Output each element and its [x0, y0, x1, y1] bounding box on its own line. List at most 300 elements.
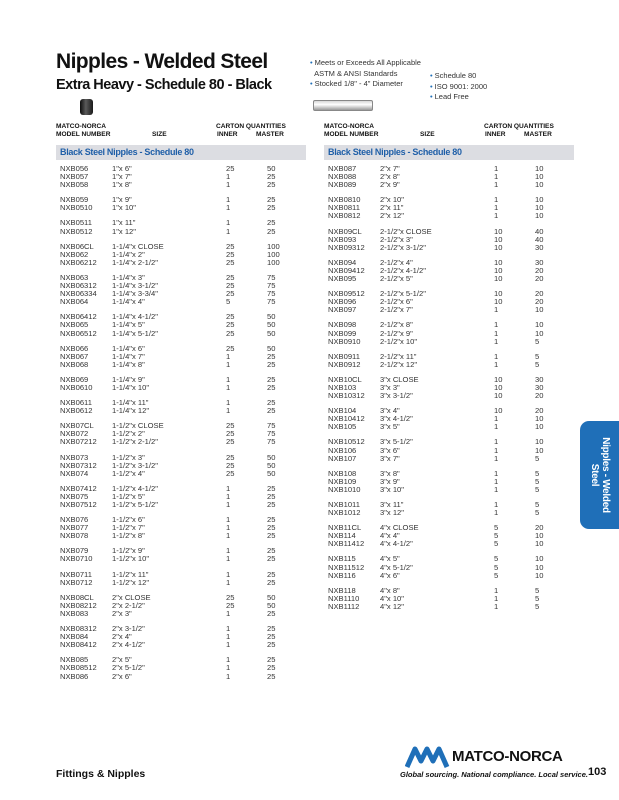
- matco-norca-logo-icon: [405, 745, 451, 769]
- inner-qty-cell: 1: [494, 359, 499, 369]
- size-cell: 1-1/2"x 5-1/2": [112, 500, 158, 509]
- size-cell: 2"x 12": [380, 211, 404, 221]
- inner-qty-cell: 10: [494, 374, 503, 384]
- inner-qty-cell: 25: [226, 592, 235, 602]
- model-number-cell: NXB08312: [60, 624, 97, 634]
- table-row: [56, 579, 306, 587]
- size-cell: 1-1/2"x 3-1/2": [112, 460, 158, 470]
- feature-item: [430, 82, 487, 93]
- row-group: [324, 555, 574, 579]
- page-title: Nipples - Welded Steel: [56, 50, 268, 73]
- model-number-cell: NXB095: [328, 274, 357, 284]
- size-cell: 2-1/2"x 3": [380, 234, 413, 244]
- model-number-cell: NXB056: [60, 164, 89, 173]
- row-group: [324, 524, 574, 548]
- inner-qty-cell: 1: [226, 351, 231, 361]
- size-cell: 1"x 6": [112, 164, 132, 173]
- model-number-cell: NXB107: [328, 453, 357, 463]
- row-group: [56, 313, 306, 337]
- size-cell: 1-1/2"x 4": [112, 468, 145, 478]
- table-row: [56, 330, 306, 338]
- model-number-cell: NXB068: [60, 359, 89, 369]
- master-qty-cell: 10: [535, 164, 544, 173]
- model-number-cell: NXB106: [328, 445, 357, 455]
- carton-quantities-header: CARTON QUANTITIES: [216, 123, 286, 130]
- table-header: [56, 121, 306, 143]
- inner-qty-cell: 25: [226, 429, 235, 439]
- row-group: [56, 219, 306, 235]
- inner-qty-cell: 25: [226, 312, 235, 322]
- inner-qty-cell: 5: [494, 562, 499, 572]
- model-number-cell: NXB0510: [60, 203, 93, 213]
- master-qty-cell: 5: [535, 585, 540, 595]
- master-qty-cell: 30: [535, 382, 544, 392]
- table-row: [56, 228, 306, 236]
- feature-item: [310, 79, 421, 90]
- inner-qty-cell: 1: [226, 491, 231, 501]
- inner-qty-cell: 1: [226, 640, 231, 650]
- inner-qty-cell: 10: [494, 297, 503, 307]
- size-cell: 2-1/2"x 6": [380, 297, 413, 307]
- size-cell: 1-1/4"x 12": [112, 406, 150, 416]
- master-qty-cell: 100: [267, 241, 280, 251]
- master-qty-cell: 25: [267, 374, 276, 384]
- model-number-cell: NXB06512: [60, 328, 97, 338]
- master-qty-cell: 40: [535, 234, 544, 244]
- master-qty-cell: 20: [535, 265, 544, 275]
- master-qty-cell: 25: [267, 624, 276, 634]
- inner-qty-cell: 1: [226, 632, 231, 642]
- inner-qty-cell: 5: [494, 539, 499, 549]
- row-group: [324, 259, 574, 283]
- feature-text: ASTM & ANSI Standards: [314, 68, 398, 78]
- table-row: [324, 212, 574, 220]
- inner-qty-cell: 1: [226, 483, 231, 493]
- inner-qty-cell: 1: [226, 663, 231, 673]
- footer-section-name: Fittings & Nipples: [56, 768, 146, 780]
- size-cell: 1-1/4"x 2-1/2": [112, 257, 158, 267]
- master-qty-cell: 25: [267, 203, 276, 213]
- model-number-cell: NXB06212: [60, 257, 97, 267]
- model-number-cell: NXB10512: [328, 437, 365, 447]
- master-qty-cell: 10: [535, 305, 544, 315]
- inner-qty-cell: 10: [494, 226, 503, 236]
- model-number-cell: NXB08CL: [60, 592, 94, 602]
- feature-text: ISO 9001: 2000: [434, 81, 488, 91]
- row-group: [324, 165, 574, 189]
- model-number-cell: NXB118: [328, 585, 356, 595]
- inner-qty-cell: 1: [494, 336, 499, 346]
- master-qty-cell: 25: [267, 359, 276, 369]
- table-row: [56, 501, 306, 509]
- inner-qty-cell: 25: [226, 241, 235, 251]
- table-row: [324, 455, 574, 463]
- inner-qty-cell: 5: [226, 297, 231, 307]
- size-cell: 1-1/4"x 11": [112, 398, 149, 408]
- model-number-cell: NXB109: [328, 476, 357, 486]
- master-qty-cell: 75: [267, 421, 276, 431]
- model-number-cell: NXB069: [60, 374, 89, 384]
- table-row: [56, 181, 306, 189]
- inner-qty-cell: 1: [226, 577, 231, 587]
- size-cell: 1-1/4"x 2": [112, 249, 145, 259]
- inner-qty-cell: 10: [494, 274, 503, 284]
- inner-qty-cell: 1: [226, 624, 231, 634]
- size-cell: 1-1/4"x 10": [112, 382, 150, 392]
- master-qty-cell: 25: [267, 382, 276, 392]
- master-qty-cell: 50: [267, 320, 276, 330]
- master-qty-cell: 100: [267, 249, 280, 259]
- size-cell: 3"x 3-1/2": [380, 391, 413, 401]
- size-cell: 1"x 11": [112, 218, 136, 228]
- master-qty-cell: 5: [535, 351, 540, 361]
- row-group: [56, 243, 306, 267]
- master-qty-cell: 25: [267, 500, 276, 509]
- row-group: [324, 438, 574, 462]
- row-group: [324, 290, 574, 314]
- master-qty-cell: 5: [535, 453, 540, 463]
- model-number-cell: NXB077: [60, 523, 89, 533]
- inner-qty-cell: 1: [494, 164, 499, 173]
- inner-qty-cell: 1: [226, 359, 231, 369]
- size-cell: 3"x 8": [380, 468, 400, 478]
- table-row: [56, 438, 306, 446]
- model-number-cell: NXB072: [60, 429, 89, 439]
- master-qty-cell: 75: [267, 289, 276, 299]
- inner-qty-cell: 25: [226, 289, 235, 299]
- size-cell: 2-1/2"x CLOSE: [380, 226, 432, 236]
- table-row: [324, 540, 574, 548]
- bullet-icon: •: [310, 58, 313, 67]
- size-cell: 1-1/4"x 5-1/2": [112, 328, 158, 338]
- table-row: [324, 361, 574, 369]
- inner-qty-cell: 1: [226, 608, 231, 618]
- table-row: [56, 298, 306, 306]
- master-qty-cell: 50: [267, 312, 276, 322]
- row-group: [56, 485, 306, 509]
- size-header: SIZE: [152, 131, 167, 138]
- master-qty-cell: 5: [535, 468, 540, 478]
- master-qty-cell: 25: [267, 218, 276, 228]
- model-number-cell: NXB096: [328, 297, 357, 307]
- model-number-cell: NXB083: [60, 608, 89, 618]
- size-cell: 4"x 4": [380, 531, 400, 541]
- table-row: [324, 306, 574, 314]
- model-number-cell: NXB116: [328, 570, 356, 580]
- model-number-cell: NXB086: [60, 671, 89, 681]
- page-subtitle: Extra Heavy - Schedule 80 - Black: [56, 77, 272, 93]
- table-row: [324, 572, 574, 580]
- master-qty-cell: 75: [267, 272, 276, 282]
- model-number-cell: NXB058: [60, 180, 89, 190]
- size-cell: 1"x 9": [112, 195, 132, 205]
- size-cell: 1"x 7": [112, 172, 132, 182]
- model-number-cell: NXB07512: [60, 500, 97, 509]
- master-qty-cell: 20: [535, 274, 544, 284]
- side-tab-label: [583, 421, 617, 529]
- model-number-cell: NXB087: [328, 164, 357, 173]
- model-number-cell: NXB108: [328, 468, 357, 478]
- size-cell: 3"x 6": [380, 445, 400, 455]
- size-cell: 1-1/2"x 12": [112, 577, 150, 587]
- table-row: [324, 181, 574, 189]
- inner-qty-cell: 1: [226, 515, 231, 525]
- model-number-cell: NXB079: [60, 546, 89, 556]
- model-number-cell: NXB06CL: [60, 241, 94, 251]
- inner-qty-cell: 25: [226, 468, 235, 478]
- size-cell: 2"x 9": [380, 180, 400, 190]
- model-number-cell: NXB078: [60, 531, 89, 541]
- row-group: [324, 321, 574, 345]
- model-number-cell: NXB098: [328, 320, 357, 330]
- inner-qty-cell: 1: [226, 226, 231, 236]
- size-cell: 4"x 5-1/2": [380, 562, 413, 572]
- section-side-tab[interactable]: [580, 421, 619, 529]
- master-qty-cell: 5: [535, 359, 540, 369]
- inner-qty-cell: 1: [494, 203, 499, 213]
- bullet-icon: •: [430, 71, 433, 80]
- inner-qty-cell: 1: [226, 374, 231, 384]
- inner-qty-cell: 10: [494, 242, 503, 252]
- model-number-cell: NXB06312: [60, 281, 97, 291]
- inner-qty-cell: 25: [226, 281, 235, 291]
- bullet-icon: •: [310, 79, 313, 89]
- master-qty-cell: 10: [535, 180, 544, 190]
- master-qty-cell: 10: [535, 539, 544, 549]
- inner-qty-cell: 10: [494, 289, 503, 299]
- inner-qty-cell: 1: [226, 180, 231, 190]
- inner-qty-cell: 10: [494, 406, 503, 416]
- model-number-cell: NXB07412: [60, 483, 97, 493]
- inner-qty-cell: 1: [494, 351, 499, 361]
- features-list-left: [310, 58, 421, 90]
- size-cell: 2"x 5": [112, 655, 132, 665]
- inner-qty-cell: 25: [226, 257, 235, 267]
- master-qty-cell: 25: [267, 351, 276, 361]
- size-cell: 1-1/2"x 7": [112, 523, 145, 533]
- inner-qty-cell: 10: [494, 382, 503, 392]
- master-qty-cell: 20: [535, 289, 544, 299]
- size-cell: 2-1/2"x 11": [380, 351, 417, 361]
- master-qty-cell: 50: [267, 468, 276, 478]
- inner-qty-cell: 25: [226, 600, 235, 610]
- model-number-cell: NXB08412: [60, 640, 97, 650]
- master-qty-cell: 75: [267, 281, 276, 291]
- size-cell: 4"x 12": [380, 601, 404, 611]
- table-row: [324, 486, 574, 494]
- size-cell: 1"x 10": [112, 203, 136, 213]
- model-number-cell: NXB07CL: [60, 421, 94, 431]
- size-cell: 1-1/2"x 2": [112, 429, 145, 439]
- side-tab-line2: Steel: [589, 463, 600, 487]
- size-cell: 4"x 6": [380, 570, 400, 580]
- master-qty-cell: 25: [267, 640, 276, 650]
- inner-qty-cell: 1: [494, 445, 499, 455]
- inner-qty-cell: 1: [494, 585, 499, 595]
- master-qty-cell: 25: [267, 406, 276, 416]
- master-qty-cell: 5: [535, 500, 540, 509]
- model-number-cell: NXB08212: [60, 600, 97, 610]
- row-group: [56, 399, 306, 415]
- model-number-cell: NXB076: [60, 515, 89, 525]
- master-header: MASTER: [256, 131, 284, 138]
- table-row: [324, 244, 574, 252]
- size-cell: 3"x 12": [380, 508, 404, 518]
- master-qty-cell: 25: [267, 632, 276, 642]
- inner-qty-cell: 1: [494, 500, 499, 509]
- row-group: [324, 587, 574, 611]
- table-row: [324, 338, 574, 346]
- table-right-column: [324, 121, 574, 618]
- master-qty-cell: 10: [535, 328, 544, 338]
- size-cell: 2"x 6": [112, 671, 132, 681]
- model-number-cell: NXB066: [60, 343, 89, 353]
- master-qty-cell: 50: [267, 164, 276, 173]
- size-cell: 1"x 12": [112, 226, 136, 236]
- master-qty-cell: 25: [267, 483, 276, 493]
- inner-qty-cell: 1: [494, 211, 499, 221]
- inner-qty-cell: 1: [494, 601, 499, 611]
- size-cell: 2-1/2"x 8": [380, 320, 413, 330]
- master-qty-cell: 50: [267, 328, 276, 338]
- master-qty-cell: 10: [535, 203, 544, 213]
- model-number-cell: NXB065: [60, 320, 89, 330]
- size-cell: 1-1/2"x 5": [112, 491, 145, 501]
- model-number-cell: NXB1110: [328, 593, 360, 603]
- size-cell: 2"x 5-1/2": [112, 663, 145, 673]
- model-number-cell: NXB1010: [328, 484, 361, 494]
- model-number-cell: NXB115: [328, 554, 356, 564]
- inner-qty-cell: 25: [226, 437, 235, 447]
- model-number-cell: NXB088: [328, 172, 357, 182]
- master-qty-cell: 25: [267, 569, 276, 579]
- model-number-cell: NXB099: [328, 328, 357, 338]
- size-cell: 1-1/4"x 7": [112, 351, 145, 361]
- inner-qty-cell: 1: [226, 218, 231, 228]
- inner-qty-cell: 25: [226, 164, 235, 173]
- master-qty-cell: 25: [267, 531, 276, 541]
- master-qty-cell: 40: [535, 226, 544, 236]
- model-number-cell: NXB11512: [328, 562, 365, 572]
- inner-qty-cell: 1: [226, 546, 231, 556]
- feature-text: Lead Free: [434, 92, 469, 102]
- size-cell: 4"x 8": [380, 585, 400, 595]
- model-number-cell: NXB06334: [60, 289, 97, 299]
- master-qty-cell: 50: [267, 343, 276, 353]
- inner-header: INNER: [217, 131, 238, 138]
- table-row: [56, 641, 306, 649]
- size-cell: 2-1/2"x 10": [380, 336, 418, 346]
- size-cell: 2-1/2"x 4": [380, 257, 413, 267]
- table-row: [324, 509, 574, 517]
- model-number-cell: NXB0910: [328, 336, 361, 346]
- inner-qty-cell: 1: [494, 508, 499, 518]
- row-group: [324, 501, 574, 517]
- size-cell: 1-1/2"x CLOSE: [112, 421, 164, 431]
- master-qty-cell: 10: [535, 554, 544, 564]
- section-band: Black Steel Nipples - Schedule 80: [56, 145, 306, 160]
- size-cell: 4"x 5": [380, 554, 400, 564]
- size-cell: 3"x 3": [380, 382, 400, 392]
- inner-qty-cell: 5: [494, 523, 499, 533]
- model-number-cell: NXB1012: [328, 508, 361, 518]
- model-number-cell: NXB104: [328, 406, 357, 416]
- model-number-cell: NXB0912: [328, 359, 361, 369]
- size-cell: 2"x 8": [380, 172, 400, 182]
- inner-qty-cell: 1: [226, 655, 231, 665]
- size-cell: 3"x 4": [380, 406, 400, 416]
- size-cell: 2"x 7": [380, 164, 400, 173]
- model-number-header: MODEL NUMBER: [324, 131, 379, 138]
- master-qty-cell: 25: [267, 671, 276, 681]
- size-cell: 1-1/2"x 10": [112, 554, 150, 564]
- model-number-cell: NXB1011: [328, 500, 360, 509]
- table-row: [56, 407, 306, 415]
- master-qty-cell: 100: [267, 257, 280, 267]
- inner-qty-cell: 25: [226, 460, 235, 470]
- master-qty-cell: 50: [267, 600, 276, 610]
- feature-item: [430, 92, 487, 103]
- inner-qty-cell: 1: [226, 569, 231, 579]
- inner-qty-cell: 1: [494, 468, 499, 478]
- feature-text: Stocked 1/8" - 4" Diameter: [314, 79, 403, 89]
- master-qty-cell: 10: [535, 414, 544, 424]
- master-qty-cell: 5: [535, 593, 540, 603]
- model-number-cell: NXB11412: [328, 539, 365, 549]
- size-cell: 1-1/4"x 3": [112, 272, 145, 282]
- row-group: [56, 454, 306, 478]
- master-qty-cell: 5: [535, 476, 540, 486]
- row-group: [324, 353, 574, 369]
- master-qty-cell: 25: [267, 546, 276, 556]
- size-cell: 2"x 10": [380, 195, 404, 205]
- row-group: [56, 571, 306, 587]
- inner-qty-cell: 1: [494, 305, 499, 315]
- model-number-cell: NXB11CL: [328, 523, 362, 533]
- row-group: [324, 376, 574, 400]
- size-cell: 3"x 10": [380, 484, 404, 494]
- master-qty-cell: 25: [267, 491, 276, 501]
- master-qty-cell: 75: [267, 437, 276, 447]
- table-row: [56, 204, 306, 212]
- inner-qty-cell: 10: [494, 265, 503, 275]
- size-cell: 2"x CLOSE: [112, 592, 151, 602]
- model-number-cell: NXB075: [60, 491, 89, 501]
- master-qty-cell: 10: [535, 195, 544, 205]
- size-cell: 2"x 4": [112, 632, 132, 642]
- size-cell: 1-1/4"x 4": [112, 297, 145, 307]
- model-number-cell: NXB09CL: [328, 226, 362, 236]
- inner-qty-cell: 1: [226, 406, 231, 416]
- master-qty-cell: 20: [535, 297, 544, 307]
- table-row: [56, 259, 306, 267]
- table-row: [56, 673, 306, 681]
- size-cell: 1-1/4"x 3-3/4": [112, 289, 158, 299]
- model-number-cell: NXB07212: [60, 437, 97, 447]
- bullet-icon: •: [430, 92, 433, 102]
- size-cell: 2"x 11": [380, 203, 404, 213]
- model-number-cell: NXB10312: [328, 391, 365, 401]
- size-cell: 1-1/2"x 2-1/2": [112, 437, 158, 447]
- row-group: [56, 625, 306, 649]
- inner-qty-cell: 1: [226, 195, 231, 205]
- master-qty-cell: 25: [267, 655, 276, 665]
- inner-qty-cell: 1: [226, 172, 231, 182]
- inner-qty-cell: 1: [494, 320, 499, 330]
- model-number-cell: NXB09512: [328, 289, 365, 299]
- master-qty-cell: 10: [535, 445, 544, 455]
- inner-qty-cell: 1: [226, 500, 231, 509]
